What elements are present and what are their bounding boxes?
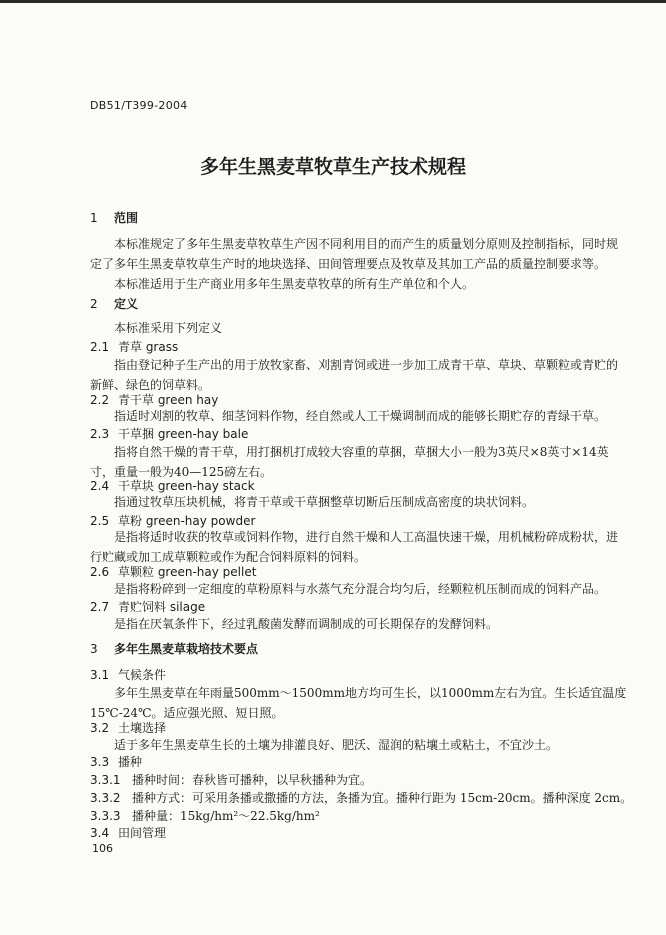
clause-number: 3.3.2 bbox=[90, 791, 121, 805]
clause-number: 2.6 bbox=[90, 565, 110, 579]
clause-number: 2.5 bbox=[90, 514, 110, 528]
clause-text: 播种方式：可采用条播或撒播的方法，条播为宜。播种行距为 15cm-20cm。播种深度 2cm。 bbox=[132, 791, 633, 805]
page-top-rule bbox=[0, 0, 666, 3]
clause-3-3-2 bbox=[90, 788, 632, 808]
clause-number: 3.3.3 bbox=[90, 809, 121, 823]
paragraph: 本标准适用于生产商业用多年生黑麦草牧草的所有生产单位和个人。 bbox=[114, 277, 475, 291]
definition-2-5-body bbox=[90, 527, 628, 567]
clause-number: 3.1 bbox=[90, 668, 110, 682]
definition-2-4-body bbox=[90, 492, 628, 512]
clause-number: 2.1 bbox=[90, 340, 110, 354]
paragraph: 适于多年生黑麦草生长的土壤为排灌良好、肥沃、湿润的粘壤土或粘土，不宜沙土。 bbox=[114, 738, 559, 752]
section-title: 定义 bbox=[114, 297, 139, 311]
paragraph: 是指将粉碎到一定细度的草粉原料与水蒸气充分混合均匀后，经颗粒机压制而成的饲料产品。 bbox=[114, 582, 607, 596]
clause-title: 气候条件 bbox=[118, 668, 167, 682]
definition-2-1-body bbox=[90, 355, 628, 395]
term: 青干草 green hay bbox=[118, 393, 219, 407]
clause-number: 2.7 bbox=[90, 600, 110, 614]
term: 干草块 green-hay stack bbox=[118, 479, 255, 493]
term: 青贮饲料 silage bbox=[118, 600, 206, 614]
definition-2-1 bbox=[90, 337, 178, 357]
clause-3-2-body bbox=[90, 735, 628, 755]
paragraph: 指由登记种子生产出的用于放牧家畜、刈割青饲或进一步加工成青干草、草块、草颗粒或青贮的新鲜、绿色的饲草料。 bbox=[90, 358, 619, 392]
paragraph: 是指将适时收获的牧草或饲料作物，进行自然干燥和人工高温快速干燥，用机械粉碎成粉状，进行贮藏或加工成草颗粒或作为配合饲料原料的饲料。 bbox=[90, 530, 619, 564]
clause-3-4 bbox=[90, 823, 166, 843]
clause-number: 3.2 bbox=[90, 721, 110, 735]
clause-number: 2.3 bbox=[90, 427, 110, 441]
clause-title: 土壤选择 bbox=[118, 721, 167, 735]
clause-text: 播种量：15kg/hm²～22.5kg/hm² bbox=[132, 809, 320, 823]
section-1-heading bbox=[90, 208, 138, 228]
paragraph: 指通过牧草压块机械，将青干草或干草捆整草切断后压制成高密度的块状饲料。 bbox=[114, 495, 535, 509]
section-3-heading bbox=[90, 639, 258, 659]
term: 干草捆 green-hay bale bbox=[118, 427, 249, 441]
section-2-heading bbox=[90, 294, 138, 314]
clause-number: 3.3.1 bbox=[90, 773, 121, 787]
paragraph: 是指在厌氧条件下，经过乳酸菌发酵而调制成的可长期保存的发酵饲料。 bbox=[114, 617, 499, 631]
section-title: 多年生黑麦草栽培技术要点 bbox=[114, 642, 259, 656]
clause-3-1-body bbox=[90, 683, 628, 723]
clause-number: 3.4 bbox=[90, 826, 110, 840]
paragraph: 本标准采用下列定义 bbox=[114, 321, 223, 335]
section-number: 3 bbox=[90, 642, 98, 656]
clause-title: 田间管理 bbox=[118, 826, 167, 840]
page-number: 106 bbox=[92, 842, 113, 855]
paragraph: 指适时刈割的牧草、细茎饲料作物，经自然或人工干燥调制而成的能够长期贮存的青绿干草。 bbox=[114, 409, 607, 423]
definition-2-6-body bbox=[90, 579, 628, 599]
paragraph: 指将自然干燥的青干草，用打捆机打成较大容重的草捆，草捆大小一般为3英尺×8英寸×14英寸，重量一般为40—125磅左右。 bbox=[90, 445, 609, 479]
section-title: 范围 bbox=[114, 211, 139, 225]
clause-title: 播种 bbox=[118, 755, 143, 769]
term: 草颗粒 green-hay pellet bbox=[118, 565, 257, 579]
definition-2-3 bbox=[90, 424, 248, 444]
clause-number: 3.3 bbox=[90, 755, 110, 769]
term: 草粉 green-hay powder bbox=[118, 514, 256, 528]
document-title: 多年生黑麦草牧草生产技术规程 bbox=[199, 156, 466, 178]
clause-3-3-1 bbox=[90, 770, 372, 790]
clause-text: 播种时间：春秋皆可播种，以早秋播种为宜。 bbox=[132, 773, 373, 787]
definition-2-2-body bbox=[90, 406, 628, 426]
paragraph: 多年生黑麦草在年雨量500mm～1500mm地方均可生长，以1000mm左右为宜。生长适宜温度15℃-24℃。适应强光照、短日照。 bbox=[90, 686, 627, 720]
clause-number: 2.2 bbox=[90, 393, 110, 407]
clause-3-1 bbox=[90, 665, 166, 685]
section-number: 2 bbox=[90, 297, 98, 311]
clause-number: 2.4 bbox=[90, 479, 110, 493]
paragraph: 本标准规定了多年生黑麦草牧草生产因不同利用目的而产生的质量划分原则及控制指标，同时规定了多年生黑麦草牧草生产时的地块选择、田间管理要点及牧草及其加工产品的质量控制要求等。 bbox=[90, 237, 619, 271]
clause-3-3 bbox=[90, 752, 142, 772]
section-number: 1 bbox=[90, 211, 98, 225]
section-1-body bbox=[90, 234, 628, 294]
term: 青草 grass bbox=[118, 340, 179, 354]
standard-number: DB51/T399-2004 bbox=[90, 99, 188, 112]
section-2-intro bbox=[90, 318, 628, 338]
definition-2-7-body bbox=[90, 614, 628, 634]
